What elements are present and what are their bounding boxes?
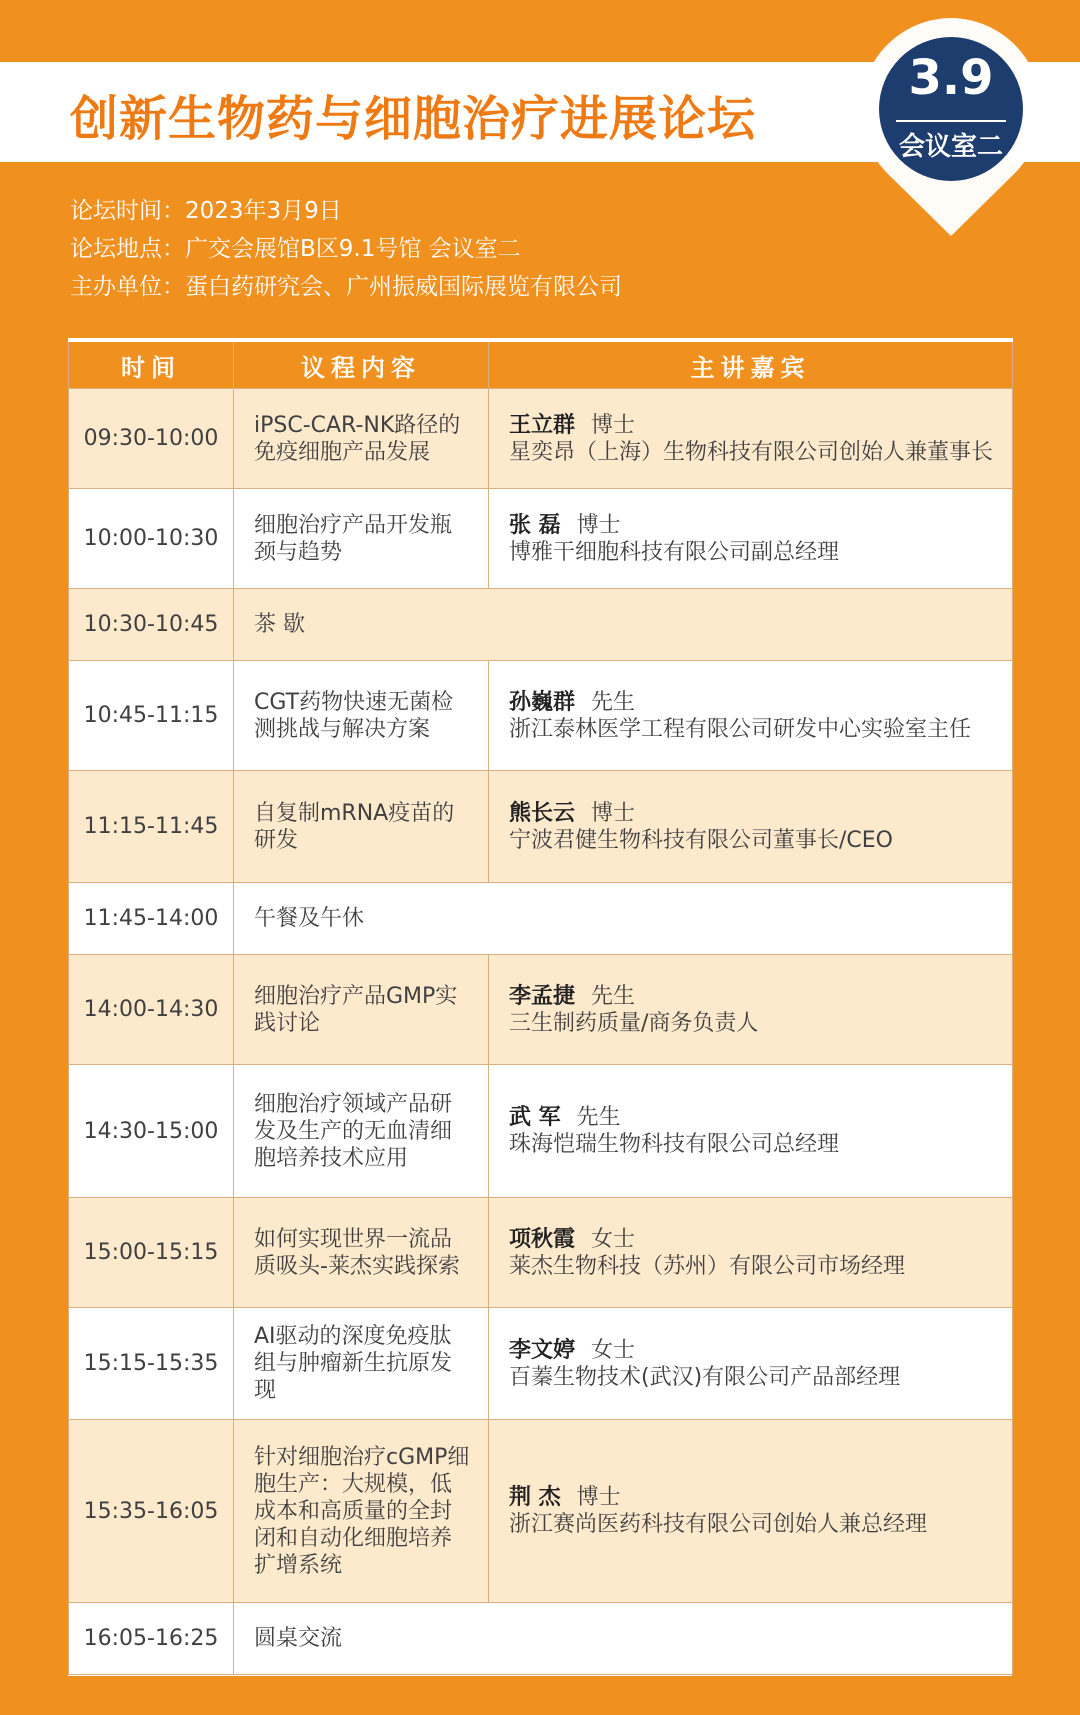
row-topic: iPSC-CAR-NK路径的免疫细胞产品发展 [234,389,489,489]
agenda-table [68,338,1013,1675]
speaker-org: 浙江泰林医学工程有限公司研发中心实验室主任 [509,716,972,742]
header-speaker: 主讲嘉宾 [489,340,1013,389]
info-organizer: 主办单位：蛋白药研究会、广州振威国际展览有限公司 [70,274,622,300]
row-speaker [489,489,1013,589]
table-header-row [69,340,1013,389]
badge-divider [896,120,1006,122]
speaker-org: 博雅干细胞科技有限公司副总经理 [509,539,840,565]
row-speaker [489,661,1013,771]
speaker-name: 李文婷 [509,1337,576,1363]
table-row [69,1065,1013,1198]
table-row [69,1198,1013,1308]
info-time: 论坛时间：2023年3月9日 [70,198,342,224]
table-row [69,589,1013,661]
speaker-title: 博士 [576,1485,621,1510]
row-time: 10:30-10:45 [69,589,234,661]
table-row [69,883,1013,955]
speaker-title: 先生 [576,1105,621,1130]
row-speaker [489,1420,1013,1603]
row-speaker [489,771,1013,883]
speaker-name: 熊长云 [509,800,576,826]
forum-info [70,192,622,306]
info-location: 论坛地点：广交会展馆B区9.1号馆 会议室二 [70,236,521,262]
speaker-name: 孙巍群 [509,689,576,715]
row-time: 14:00-14:30 [69,955,234,1065]
speaker-title: 女士 [591,1226,636,1252]
row-time: 15:35-16:05 [69,1420,234,1603]
row-time: 10:45-11:15 [69,661,234,771]
row-time: 16:05-16:25 [69,1603,234,1675]
date-badge [856,14,1046,239]
speaker-org: 百蓁生物技术(武汉)有限公司产品部经理 [509,1364,901,1390]
row-topic: 针对细胞治疗cGMP细胞生产：大规模，低成本和高质量的全封闭和自动化细胞培养扩增系统 [234,1420,489,1603]
row-topic: 细胞治疗领域产品研发及生产的无血清细胞培养技术应用 [234,1065,489,1198]
table-row [69,1308,1013,1420]
page-title: 创新生物药与细胞治疗进展论坛 [70,91,757,147]
speaker-org: 星奕昂（上海）生物科技有限公司创始人兼董事长 [509,439,994,465]
speaker-title: 博士 [591,800,636,826]
speaker-name: 张 磊 [509,512,561,538]
table-row [69,955,1013,1065]
header-time: 时间 [69,340,234,389]
speaker-title: 女士 [591,1337,636,1363]
row-break: 圆桌交流 [234,1603,1013,1675]
row-break: 茶 歇 [234,589,1013,661]
speaker-org: 浙江赛尚医药科技有限公司创始人兼总经理 [509,1512,928,1537]
row-speaker [489,1198,1013,1308]
row-time: 15:15-15:35 [69,1308,234,1420]
table-row [69,489,1013,589]
speaker-org: 莱杰生物科技（苏州）有限公司市场经理 [509,1253,906,1279]
speaker-name: 李孟捷 [509,983,576,1009]
row-time: 15:00-15:15 [69,1198,234,1308]
table-row [69,771,1013,883]
agenda-table-wrap [68,338,1012,1676]
row-topic: 细胞治疗产品开发瓶颈与趋势 [234,489,489,589]
row-time: 10:00-10:30 [69,489,234,589]
table-row [69,1420,1013,1603]
row-topic: 细胞治疗产品GMP实践讨论 [234,955,489,1065]
row-time: 09:30-10:00 [69,389,234,489]
speaker-title: 博士 [576,512,621,538]
table-row [69,389,1013,489]
row-speaker [489,955,1013,1065]
row-time: 14:30-15:00 [69,1065,234,1198]
table-row [69,1603,1013,1675]
badge-date: 3.9 [908,50,994,106]
row-time: 11:15-11:45 [69,771,234,883]
row-topic: 如何实现世界一流品质吸头-莱杰实践探索 [234,1198,489,1308]
row-speaker [489,1065,1013,1198]
row-break: 午餐及午休 [234,883,1013,955]
table-row [69,661,1013,771]
row-speaker [489,1308,1013,1420]
row-speaker [489,389,1013,489]
speaker-name: 王立群 [509,412,576,438]
row-time: 11:45-14:00 [69,883,234,955]
row-topic: CGT药物快速无菌检测挑战与解决方案 [234,661,489,771]
speaker-name: 荆 杰 [509,1485,561,1510]
speaker-name: 武 军 [509,1105,561,1130]
speaker-title: 先生 [591,689,636,715]
speaker-org: 宁波君健生物科技有限公司董事长/CEO [509,827,893,853]
speaker-org: 珠海恺瑞生物科技有限公司总经理 [509,1132,840,1157]
speaker-org: 三生制药质量/商务负责人 [509,1010,759,1036]
badge-room: 会议室二 [898,132,1003,162]
speaker-title: 博士 [591,412,636,438]
row-topic: 自复制mRNA疫苗的研发 [234,771,489,883]
speaker-name: 项秋霞 [509,1226,576,1252]
speaker-title: 先生 [591,983,636,1009]
header-topic: 议程内容 [234,340,489,389]
row-topic: AI驱动的深度免疫肽组与肿瘤新生抗原发现 [234,1308,489,1420]
